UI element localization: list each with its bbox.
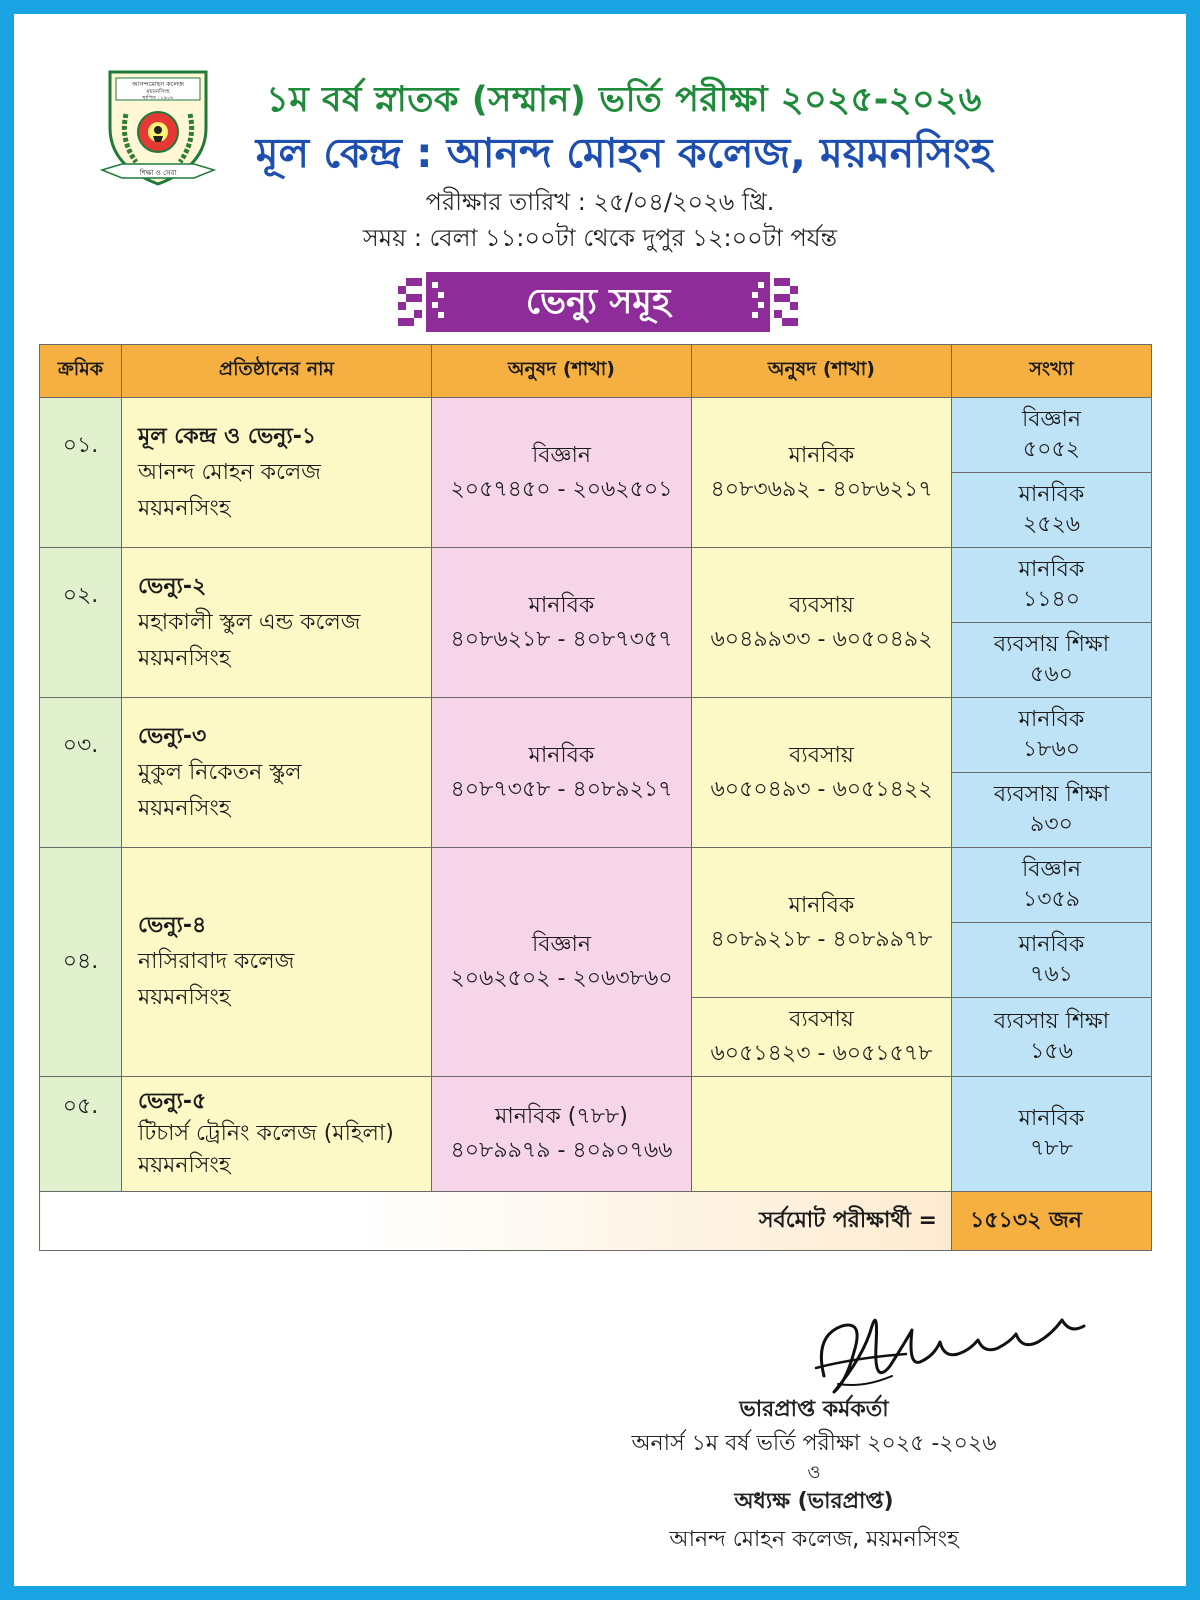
roll-range: ৪০৮৯২১৮ - ৪০৮৯৯৭৮ xyxy=(710,926,933,952)
count-cell xyxy=(952,548,1152,623)
count-value: ১৮৬০ xyxy=(1022,737,1081,762)
signatory-line2: অধ্যক্ষ (ভারপ্রাপ্ত) xyxy=(734,1489,894,1514)
venue-table xyxy=(39,344,1152,1251)
serial-cell: ০৪. xyxy=(40,848,122,1077)
count-value: ১৫৬ xyxy=(1030,1039,1073,1064)
table-row xyxy=(40,548,1152,623)
faculty-a-cell xyxy=(432,698,692,848)
count-cell xyxy=(952,998,1152,1077)
faculty-label: ব্যবসায় xyxy=(789,592,854,618)
count-cell xyxy=(952,623,1152,698)
venue-name: মূল কেন্দ্র ও ভেন্যু-১ xyxy=(138,423,317,449)
faculty-a-cell xyxy=(432,848,692,1077)
faculty-label: মানবিক xyxy=(528,592,595,618)
institution-city: ময়মনসিংহ xyxy=(138,495,231,521)
count-label: ব্যবসায় শিক্ষা xyxy=(993,1009,1110,1034)
center-title: মূল কেন্দ্র : আনন্দ মোহন কলেজ, ময়মনসিংহ xyxy=(255,129,993,177)
count-value: ৫০৫২ xyxy=(1022,437,1081,462)
table-row xyxy=(40,398,1152,473)
faculty-label: বিজ্ঞান xyxy=(531,442,592,468)
total-value: ১৫১৩২ জন xyxy=(952,1192,1152,1251)
count-value: ৯৩০ xyxy=(1030,812,1073,837)
institution-cell xyxy=(122,548,432,698)
institution-city: ময়মনসিংহ xyxy=(138,985,231,1010)
header-faculty-a: অনুষদ (শাখা) xyxy=(432,345,692,398)
count-label: মানবিক xyxy=(1018,932,1085,957)
roll-range: ৪০৮৬২১৮ - ৪০৮৭৩৫৭ xyxy=(450,626,673,652)
venue-name: ভেন্যু-৪ xyxy=(138,913,207,938)
signature-icon xyxy=(794,1296,1104,1406)
header-count: সংখ্যা xyxy=(952,345,1152,398)
roll-range: ২০৬২৫০২ - ২০৬৩৮৬০ xyxy=(450,966,673,991)
count-cell xyxy=(952,1077,1152,1192)
exam-time: সময় : বেলা ১১:০০টা থেকে দুপুর ১২:০০টা পর্যন্ত xyxy=(362,224,838,252)
venue-name: ভেন্যু-৩ xyxy=(138,723,207,749)
total-label: সর্বমোট পরীক্ষার্থী = xyxy=(40,1192,952,1251)
notice-page xyxy=(14,14,1186,1586)
faculty-a-cell xyxy=(432,1077,692,1192)
faculty-label: ব্যবসায় xyxy=(789,742,854,768)
institution-name: টিচার্স ট্রেনিং কলেজ (মহিলা) xyxy=(138,1121,394,1146)
signatory-line3: আনন্দ মোহন কলেজ, ময়মনসিংহ xyxy=(669,1527,959,1552)
count-label: ব্যবসায় শিক্ষা xyxy=(993,782,1110,807)
roll-range: ৬০৫০৪৯৩ - ৬০৫১৪২২ xyxy=(710,776,933,802)
institution-city: ময়মনসিংহ xyxy=(138,645,231,671)
faculty-label: মানবিক xyxy=(788,892,855,918)
faculty-label: মানবিক (৭৮৮) xyxy=(495,1104,628,1129)
serial-cell: ০৫. xyxy=(40,1077,122,1192)
institution-name: মহাকালী স্কুল এন্ড কলেজ xyxy=(138,609,361,635)
count-label: বিজ্ঞান xyxy=(1021,857,1082,882)
faculty-b-cell xyxy=(692,698,952,848)
roll-range: ৪০৮৩৬৯২ - ৪০৮৬২১৭ xyxy=(710,476,933,502)
serial-cell: ০৩. xyxy=(40,698,122,848)
venue-name: ভেন্যু-২ xyxy=(138,573,207,599)
count-label: ব্যবসায় শিক্ষা xyxy=(993,632,1110,657)
faculty-label: মানবিক xyxy=(528,742,595,768)
count-label: মানবিক xyxy=(1018,482,1085,507)
header-serial: ক্রমিক xyxy=(40,345,122,398)
count-value: ৭৬১ xyxy=(1030,962,1073,987)
count-cell xyxy=(952,473,1152,548)
count-value: ১৩৫৯ xyxy=(1022,887,1081,912)
faculty-b-cell xyxy=(692,848,952,998)
table-row xyxy=(40,848,1152,923)
faculty-a-cell xyxy=(432,398,692,548)
table-header-row xyxy=(40,345,1152,398)
faculty-b-cell-empty xyxy=(692,1077,952,1192)
count-cell xyxy=(952,923,1152,998)
count-label: মানবিক xyxy=(1018,1106,1085,1131)
count-value: ২৫২৬ xyxy=(1022,512,1081,537)
institution-name: নাসিরাবাদ কলেজ xyxy=(138,949,295,974)
institution-city: ময়মনসিংহ xyxy=(138,795,231,821)
count-value: ৫৬০ xyxy=(1030,662,1073,687)
svg-text:ময়মনসিংহ: ময়মনসিংহ xyxy=(146,89,170,95)
exam-date: পরীক্ষার তারিখ : ২৫/০৪/২০২৬ খ্রি. xyxy=(425,188,775,216)
signatory-conj: ও xyxy=(807,1462,821,1483)
serial-cell: ০১. xyxy=(40,398,122,548)
svg-text:শিক্ষা ও সেবা: শিক্ষা ও সেবা xyxy=(139,169,177,177)
roll-range: ৬০৪৯৯৩৩ - ৬০৫০৪৯২ xyxy=(710,626,933,652)
institution-cell xyxy=(122,398,432,548)
count-value: ১১৪০ xyxy=(1022,587,1081,612)
count-label: বিজ্ঞান xyxy=(1021,407,1082,432)
table-row xyxy=(40,698,1152,773)
serial-cell: ০২. xyxy=(40,548,122,698)
faculty-b-cell xyxy=(692,548,952,698)
header-faculty-b: অনুষদ (শাখা) xyxy=(692,345,952,398)
roll-range: ৬০৫১৪২৩ - ৬০৫১৫৭৮ xyxy=(710,1041,933,1066)
institution-city: ময়মনসিংহ xyxy=(138,1153,231,1178)
count-cell xyxy=(952,773,1152,848)
roll-range: ৪০৮৯৯৭৯ - ৪০৯০৭৬৬ xyxy=(450,1138,673,1163)
institution-cell xyxy=(122,848,432,1077)
total-row xyxy=(40,1192,1152,1251)
roll-range: ৪০৮৭৩৫৮ - ৪০৮৯২১৭ xyxy=(450,776,673,802)
venue-name: ভেন্যু-৫ xyxy=(138,1089,207,1114)
institution-cell xyxy=(122,698,432,848)
exam-title: ১ম বর্ষ স্নাতক (সম্মান) ভর্তি পরীক্ষা ২০২৫-২০২৬ xyxy=(266,80,982,120)
signatory-designation: ভারপ্রাপ্ত কর্মকর্তা xyxy=(739,1397,889,1422)
table-row xyxy=(40,1077,1152,1192)
count-cell xyxy=(952,698,1152,773)
institution-cell xyxy=(122,1077,432,1192)
institution-name: আনন্দ মোহন কলেজ xyxy=(138,459,321,485)
header-institution: প্রতিষ্ঠানের নাম xyxy=(122,345,432,398)
faculty-a-cell xyxy=(432,548,692,698)
institution-name: মুকুল নিকেতন স্কুল xyxy=(138,759,302,785)
college-logo-icon xyxy=(98,66,218,198)
count-cell xyxy=(952,848,1152,923)
roll-range: ২০৫৭৪৫০ - ২০৬২৫০১ xyxy=(450,476,673,502)
svg-text:স্থাপিত : ১৯০৮: স্থাপিত : ১৯০৮ xyxy=(142,95,174,101)
faculty-label: ব্যবসায় xyxy=(789,1007,854,1032)
count-label: মানবিক xyxy=(1018,707,1085,732)
faculty-b-cell xyxy=(692,998,952,1077)
count-value: ৭৮৮ xyxy=(1030,1136,1073,1161)
count-label: মানবিক xyxy=(1018,557,1085,582)
venues-banner: ভেন্যু সমূহ xyxy=(525,282,671,322)
svg-text:আনন্দমোহন কলেজ: আনন্দমোহন কলেজ xyxy=(132,80,184,88)
count-cell xyxy=(952,398,1152,473)
signatory-line1: অনার্স ১ম বর্ষ ভর্তি পরীক্ষা ২০২৫ -২০২৬ xyxy=(631,1431,997,1456)
faculty-label: বিজ্ঞান xyxy=(531,932,592,957)
faculty-b-cell xyxy=(692,398,952,548)
faculty-label: মানবিক xyxy=(788,442,855,468)
